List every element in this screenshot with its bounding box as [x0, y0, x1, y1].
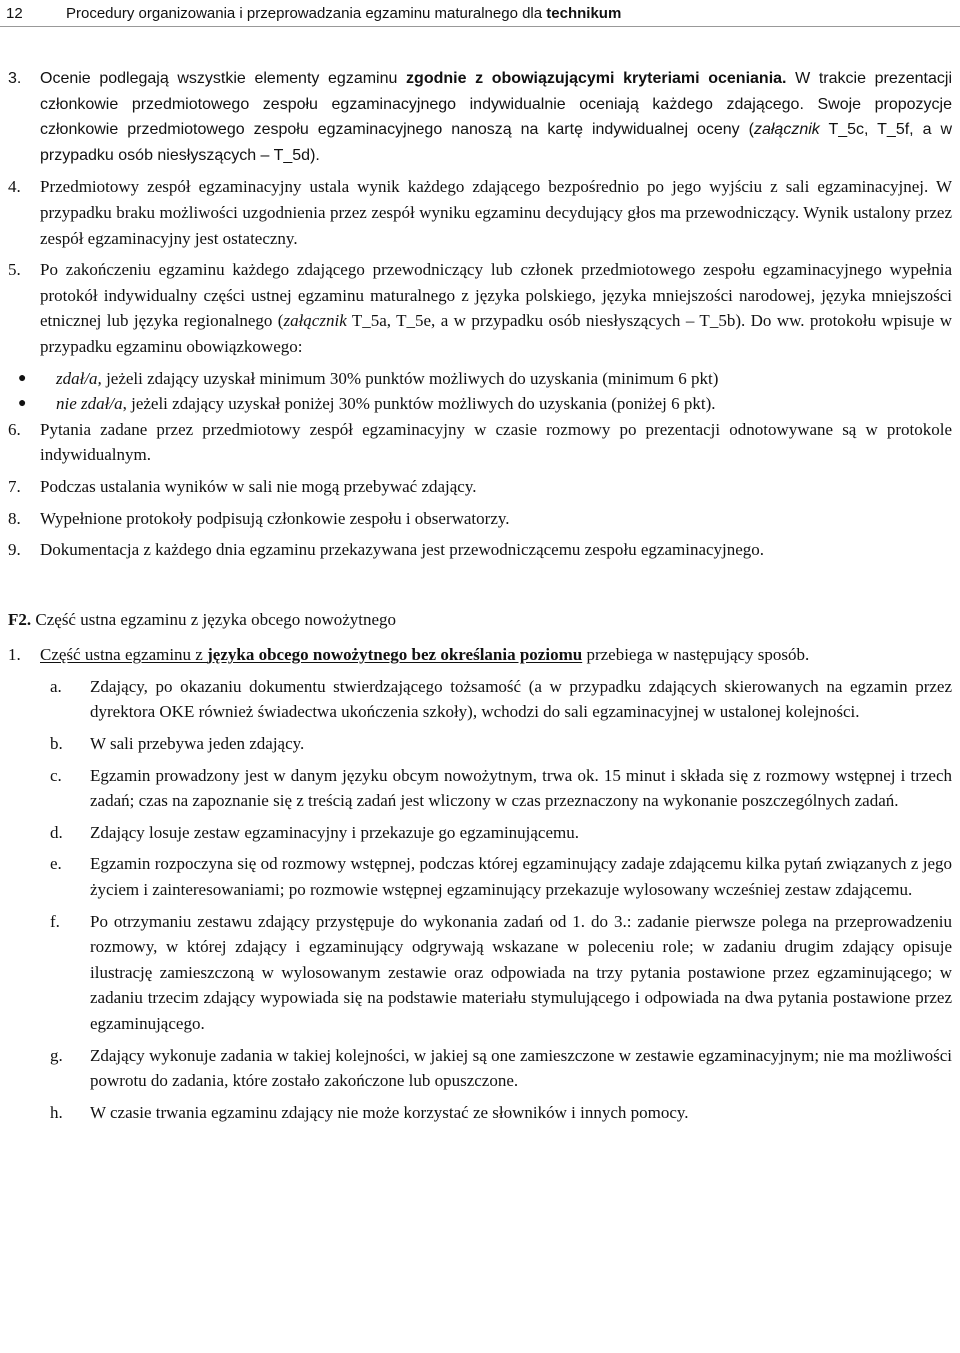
item-4: 4. Przedmiotowy zespół egzaminacyjny ustala wynik każdego zdającego bezpośrednio po jego wyjściu z sali egzaminacyjnej. W przypadku braku możliwości uzgodnienia przez zespół wyniku egzaminu decydujący głos ma przewodniczący. Wynik ustalony przez zespół egzaminacyjny jest ostateczny.: [8, 177, 952, 248]
section-f2-title: F2. Część ustna egzaminu z języka obcego nowożytnego: [8, 609, 397, 629]
document-body: [8, 66, 952, 1125]
header-title: Procedury organizowania i przeprowadzania egzaminu maturalnego dla technikum: [66, 4, 622, 22]
item-7: 7. Podczas ustalania wyników w sali nie mogą przebywać zdający.: [8, 476, 477, 496]
sub-item-c: c. Egzamin prowadzony jest w danym języku obcym nowożytnym, trwa ok. 15 minut i składa się z rozmowy wstępnej i trzech zadań; czas na zapoznanie się z treścią zadań jest wliczony w czas przeznaczony na wykonanie poszczególnych zadań.: [50, 765, 952, 811]
page-number: 12: [6, 4, 23, 22]
item-f2-1: 1. Część ustna egzaminu z języka obcego nowożytnego bez określania poziomu przebiega w następujący sposób.: [8, 645, 810, 665]
sub-item-g: g. Zdający wykonuje zadania w takiej kolejności, w jakiej są one zamieszczone w zestawie egzaminacyjnym; nie ma możliwości powrotu do zadania, które zostało zakończone lub opuszczone.: [50, 1045, 952, 1091]
sub-item-d: d. Zdający losuje zestaw egzaminacyjny i przekazuje go egzaminującemu.: [50, 822, 579, 842]
header-rule: [0, 26, 960, 27]
sub-item-b: b. W sali przebywa jeden zdający.: [50, 734, 305, 754]
item-9: 9. Dokumentacja z każdego dnia egzaminu przekazywana jest przewodniczącemu zespołu egzaminacyjnego.: [8, 540, 765, 560]
item-6: 6. Pytania zadane przez przedmiotowy zespół egzaminacyjny w czasie rozmowy po prezentacji odnotowywane są w protokole indywidualnym.: [8, 419, 952, 465]
bullet-icon: ●: [18, 396, 27, 412]
item-8: 8. Wypełnione protokoły podpisują członkowie zespołu i obserwatorzy.: [8, 508, 510, 528]
sub-item-e: e. Egzamin rozpoczyna się od rozmowy wstępnej, podczas której egzaminujący zadaje zdającemu kilka pytań związanych z jego życiem i zainteresowaniami; po rozmowie wstępnej egzaminujący przekazuje wylosowany wcześniej zestaw zdającemu.: [50, 854, 952, 900]
bullet-icon: ●: [18, 370, 27, 386]
sub-item-f: f. Po otrzymaniu zestawu zdający przystępuje do wykonania zadań od 1. do 3.: zadanie pierwsze polega na przeprowadzeniu rozmowy, w której zdający i egzaminujący odgrywają wskazane w poleceniu role; w zadaniu drugim zdający opisuje ilustrację zamieszczoną w wylosowanym zestawie oraz odpowiada na trzy pytania postawione przez egzaminującego; w zadaniu trzecim zdający wypowiada się na podstawie materiału stymulującego i odpowiada na dwa pytania postawione przez egzaminującego.: [50, 911, 952, 1033]
bullet-failed: ● nie zdał/a, jeżeli zdający uzyskał poniżej 30% punktów możliwych do uzyskania (poniżej 6 pkt).: [18, 391, 952, 417]
sub-item-a: a. Zdający, po okazaniu dokumentu stwierdzającego tożsamość (a w przypadku zdających skierowanych na egzamin przez dyrektora OKE również świadectwa ukończenia szkoły), wchodzi do sali egzaminacyjnej w ustalonej kolejności.: [50, 676, 952, 722]
sub-item-h: h. W czasie trwania egzaminu zdający nie może korzystać ze słowników i innych pomocy.: [50, 1102, 689, 1122]
bullet-passed: ● zdał/a, jeżeli zdający uzyskał minimum 30% punktów możliwych do uzyskania (minimum 6 pkt): [18, 366, 952, 392]
item-3: 3. Ocenie podlegają wszystkie elementy egzaminu zgodnie z obowiązującymi kryteriami oceniania. W trakcie prezentacji członkowie przedmiotowego zespołu egzaminacyjnego indywidualnie oceniają każdego zdającego. Swoje propozycje członkowie przedmiotowego zespołu egzaminacyjnego nanoszą na kartę indywidualnej oceny (załącznik T_5c, T_5f, a w przypadku osób niesłyszących – T_5d).: [8, 70, 953, 164]
item-5: 5. Po zakończeniu egzaminu każdego zdającego przewodniczący lub członek przedmiotowego zespołu egzaminacyjnego wypełnia protokół indywidualny części ustnej egzaminu maturalnego z języka polskiego, języka mniejszości narodowej, języka mniejszości etnicznej lub języka regionalnego (załącznik T_5a, T_5e, a w przypadku osób niesłyszących – T_5b). Do ww. protokołu wpisuje w przypadku egzaminu obowiązkowego:: [8, 260, 952, 356]
page-header: [0, 0, 960, 26]
